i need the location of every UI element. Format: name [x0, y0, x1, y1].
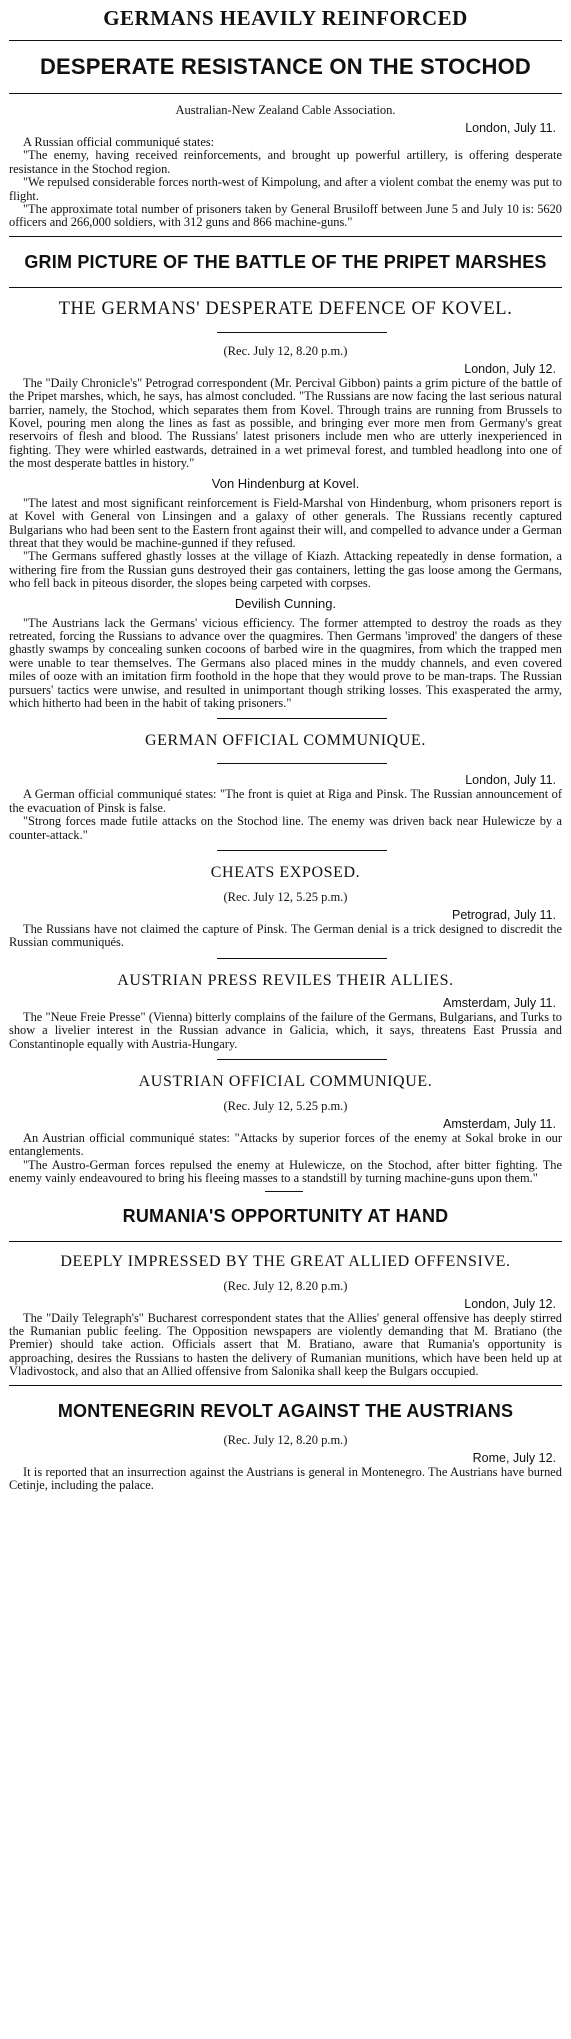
dateline: London, July 11. — [465, 773, 556, 788]
divider — [217, 763, 387, 764]
section-headline: GRIM PICTURE OF THE BATTLE OF THE PRIPET MARSHES — [24, 251, 547, 272]
paragraph: "The Austrians lack the Germans' vicious efficiency. The former attempted to destroy the roads as they retreated, forcing the Russians to advance over the quagmires. Then Germans 'improved' the dangers of these ghastly swamps by concealing sunken cocoons of barbed wire in the quagmires, from which the trapped men were unable to tear themselves. The Germans also placed mines in the muddy channels, and even covered miles of ooze with an imitation firm foothold in the hope that they would prove to be man-traps. The Russian pursuers' tactics were unwise, and resulted in unimportant though striking losses. This exasperated the army, which hitherto had been in the habit of taking prisoners." — [9, 615, 562, 710]
divider — [9, 1385, 562, 1386]
divider — [217, 332, 387, 333]
article-body — [9, 1132, 562, 1186]
paragraph: The "Daily Chronicle's" Petrograd correspondent (Mr. Percival Gibbon) paints a grim picture of the battle of the Pripet marshes, which, he says, has almost concluded. "The Russians are now facing the last serious natural barrier, namely, the Stochod, which separates them from Kovel. Through trains are running from Brussels to Kovel, pouring men along the lines as fast as possible, and bringing ever more men from Germany's great reservoirs of flesh and blood. The Russians' latest prisoners include men who are utterly inexperienced in fighting. They were whirled eastwards, detrained in a wet primeval forest, and tumbled headlong into one of the most desperate battles in history." — [9, 375, 562, 471]
dateline: Petrograd, July 11. — [452, 908, 556, 922]
divider — [9, 287, 562, 288]
paragraph: "The approximate total number of prisoners taken by General Brusiloff between June 5 and July 10 is: 5620 officers and 266,000 soldiers, with 312 guns and 866 machine-guns." — [9, 202, 562, 230]
article-body — [9, 377, 562, 471]
article-body — [9, 136, 562, 230]
divider — [9, 236, 562, 237]
subheading: Devilish Cunning. — [234, 595, 337, 611]
divider — [217, 718, 387, 719]
article-body — [9, 1466, 562, 1493]
article-body — [9, 1011, 562, 1051]
paragraph: "The latest and most significant reinforcement is Field-Marshal von Hindenburg, whom prisoners report is at Kovel with General von Linsingen and a galaxy of other generals. The Russians recently captured Bulgarians who had been sent to the Eastern front against their will, and compelled to advance under a German threat that they would be machine-gunned if they refused. — [9, 495, 562, 550]
paragraph: "Strong forces made futile attacks on the Stochod line. The enemy was driven back near Hulewicze by a counter-attack." — [9, 814, 562, 842]
paragraph: The "Daily Telegraph's" Bucharest correspondent states that the Allies' general offensive has deeply stirred the Rumanian public feeling. The Opposition newspapers are violently demanding that M. Bratiano (the Premier) should take action. Officials assert that M. Bratiano, aware that Rumania's opportunity is approaching, desires the Russians to hasten the delivery of Rumanian munitions, which have been held up at Vladivostock, and also that an Allied offensive from Salonika shall keep the Bulgars occupied. — [9, 1310, 562, 1379]
divider — [217, 958, 387, 959]
received-time: (Rec. July 12, 5.25 p.m.) — [223, 1099, 348, 1114]
sub-headline: DESPERATE RESISTANCE ON THE STOCHOD — [39, 54, 532, 79]
article-headline: AUSTRIAN PRESS REVILES THEIR ALLIES. — [117, 971, 454, 989]
divider — [217, 850, 387, 851]
article-headline: DEEPLY IMPRESSED BY THE GREAT ALLIED OFFENSIVE. — [60, 1252, 511, 1270]
paragraph: It is reported that an insurrection against the Austrians is general in Montenegro. The Austrians have burned Cetinje, including the palace. — [9, 1464, 562, 1493]
paragraph: "The Austro-German forces repulsed the enemy at Hulewicze, on the Stochod, after bitter fighting. The enemy vainly endeavoured to bring his fleeing masses to a standstill by turning machine-guns upon them." — [9, 1157, 562, 1186]
article-headline: THE GERMANS' DESPERATE DEFENCE OF KOVEL. — [58, 298, 513, 319]
divider — [9, 93, 562, 94]
subheading: Von Hindenburg at Kovel. — [211, 475, 360, 491]
dateline: London, July 12. — [464, 361, 556, 376]
paragraph: A Russian official communiqué states: — [23, 135, 215, 149]
paragraph: An Austrian official communiqué states: "Attacks by superior forces of the enemy at Sokal broke in our entanglements. — [9, 1131, 562, 1159]
article-body — [9, 788, 562, 842]
divider — [9, 1241, 562, 1242]
paragraph: "We repulsed considerable forces north-west of Kimpolung, and after a violent combat the enemy was put to flight. — [9, 175, 562, 203]
divider — [9, 40, 562, 41]
section-headline: MONTENEGRIN REVOLT AGAINST THE AUSTRIANS — [57, 1400, 514, 1421]
received-time: (Rec. July 12, 8.20 p.m.) — [223, 343, 348, 358]
dateline: Rome, July 12. — [472, 1450, 556, 1465]
article-body — [9, 923, 562, 950]
article-body — [9, 1312, 562, 1379]
divider — [265, 1191, 303, 1192]
paragraph: A German official communiqué states: "The front is quiet at Riga and Pinsk. The Russian announcement of the evacuation of Pinsk is false. — [9, 787, 562, 815]
received-time: (Rec. July 12, 5.25 p.m.) — [223, 890, 348, 904]
main-headline: GERMANS HEAVILY REINFORCED — [103, 6, 468, 30]
article-headline: CHEATS EXPOSED. — [210, 864, 361, 881]
article-headline: GERMAN OFFICIAL COMMUNIQUE. — [145, 732, 426, 750]
paragraph: "The Germans suffered ghastly losses at the village of Kiazh. Attacking repeatedly in dense formation, a withering fire from the Russian guns destroyed their gas containers, letting the gas loose among the Germans, who fell back in piteous disorder, the slopes being carpeted with corpses. — [9, 549, 562, 591]
paragraph: The "Neue Freie Presse" (Vienna) bitterly complains of the failure of the Germans, Bulgarians, and Turks to show a livelier interest in the Russian advance in Galicia, which, it says, threatens East Prussia and Constantinople equally with Austria-Hungary. — [9, 1009, 562, 1051]
divider — [217, 1059, 387, 1060]
received-time: (Rec. July 12, 8.20 p.m.) — [223, 1432, 348, 1447]
article-body — [9, 617, 562, 711]
association-credit: Australian-New Zealand Cable Association. — [175, 103, 396, 117]
paragraph: "The enemy, having received reinforcements, and brought up powerful artillery, is offering desperate resistance in the Stochod region. — [9, 148, 562, 176]
article-body — [9, 497, 562, 591]
dateline: Amsterdam, July 11. — [442, 995, 556, 1010]
paragraph: The Russians have not claimed the capture of Pinsk. The German denial is a trick designed to discredit the Russian communiqués. — [9, 922, 562, 950]
article-headline: AUSTRIAN OFFICIAL COMMUNIQUE. — [138, 1073, 433, 1091]
dateline: London, July 11. — [465, 121, 556, 135]
received-time: (Rec. July 12, 8.20 p.m.) — [223, 1278, 348, 1293]
dateline: Amsterdam, July 11. — [442, 1117, 556, 1132]
section-headline: RUMANIA'S OPPORTUNITY AT HAND — [122, 1205, 449, 1226]
dateline: London, July 12. — [464, 1296, 556, 1311]
